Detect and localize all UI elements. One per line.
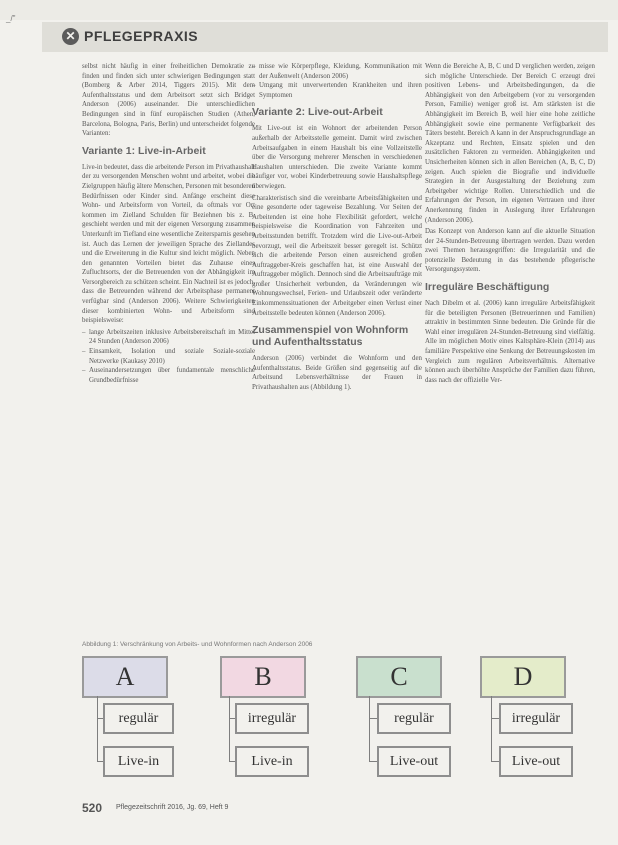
stray-mark: _/" xyxy=(6,14,16,23)
column-2 xyxy=(252,62,422,395)
paragraph: Live-in bedeutet, dass die arbeitende Person im Privathaushalt der zu versorgenden Menschen wohnt und arbeitet, wobei die Zielgruppen häufig ältere Menschen, Personen mit besonderen Bedürfnissen oder Kinder sind. Anfänge erscheint diese Wohn- und Arbeitsform von Vorteil, da oftmals vor Ort kommen im Zielland Schulden für Beziehnen bis z. B. geschieht werden und mit der eigenen Versorgung zusammen Unterkunft im Tiefland eine wesentliche Zeitersparnis gesehen ist. Auch das Lernen der jeweiligen Sprache des Ziellandes und die Erweiterung in die Kultur sind leicht möglich. Neben den genannten Vorteilen bietet das Zuhause eines Zufluchtsorts, der die Betreuenden von der Abhängigkeit im Versorgbereich zu schützen scheint. Ein Nachteil ist es jedoch, dass die Betreuenden während der Arbeitsphase permanent verfügbar sind (Anderson 2006). Weitere Schwierigkeiten dieser kombinierten Wohn- und Arbeitsform sind beispielsweise: xyxy=(82,163,255,325)
paragraph: Das Konzept von Anderson kann auf die aktuelle Situation der 24-Stunden-Betreuung übertragen werden. Dazu werden zwei Themen herausgegriffen: die Irregularität und die potenzielle Bedeutung in das bestehende pflegerische Versorgungssystem. xyxy=(425,228,595,274)
panel-a-letter: A xyxy=(82,656,168,698)
panel-d-form: Live-out xyxy=(499,746,573,777)
panel-c-letter: C xyxy=(356,656,442,698)
list-item: – Einsamkeit, Isolation und soziale Soziale-soziale Netzwerke (Kaukasy 2010) xyxy=(82,347,255,366)
heading-variante-1: Variante 1: Live-in-Arbeit xyxy=(82,144,206,157)
paragraph: Charakteristisch sind die vereinbarte Arbeitsfähigkeiten und eine gesonderte oder tageweise Bezahlung. Vor Seiten der Arbeitenden ist eine hohe Flexibilität gefordert, welche beispielsweise die Koordination von Fahrzeiten und Arbeitsstunden betrifft. Trotzdem wird die Live-out-Arbeit bevorzugt, weil die Arbeitszeit besser geregelt ist. Schützt sich die arbeitende Person einen ausreichend großen Auftraggeber-Kreis geschaffen hat, ist eine Auswahl der Auftraggeber möglich. Dennoch sind die Arbeitsaufträge mit großer Unsicherheit verbunden, da Veränderungen wie Wohnungswechsel, Ferien- und Urlaubszeit oder veränderte Einkommenssituationen der Arbeitgeber einen Verlust einer Arbeitsstelle bedeuten können (Anderson 2006). xyxy=(252,194,422,317)
panel-c-form: Live-out xyxy=(377,746,451,777)
panel-b-status: irregulär xyxy=(235,703,309,734)
section-title: PFLEGEPRAXIS xyxy=(84,28,199,44)
paragraph: Nach Dibelm et al. (2006) kann irreguläre Arbeitsfähigkeit für die beteiligten Personen (Betreuerinnen und Familien) attraktiv in bestimmten Sinne bedeuten. Die Gründe für die Wahl einer irregulären 24-Stunden-Betreuung sind vielfältig. Alle im möglichen Motiv eines Kaltsphäre-Klein (2014) aus familiäre Perspektive eine Senkung der Betreuungskosten im Vergleich zum regulären Arbeitsverhältnis. Alternative können auch überhöhte Ansprüche der Familien dazu führen, dass nach der offizielle Ver- xyxy=(425,300,595,384)
figure-caption: Abbildung 1: Verschränkung von Arbeits- und Wohnformen nach Anderson 2006 xyxy=(82,641,313,648)
bullet-list xyxy=(82,328,255,386)
scan-top-margin xyxy=(0,0,618,20)
section-logo-icon: ✕ xyxy=(62,28,79,45)
journal-source: Pflegezeitschrift 2016, Jg. 69, Heft 9 xyxy=(116,804,229,811)
panel-a-form: Live-in xyxy=(103,746,174,777)
bullet-list xyxy=(252,62,422,100)
panel-d-letter: D xyxy=(480,656,566,698)
paragraph: Anderson (2006) verbindet die Wohnform und den Aufenthaltsstatus. Beide Größen sind gegenseitig auf die Arbeitsund Lebensverhältnisse der Frauen in Privathaushalten aus (Abbildung 1). xyxy=(252,355,422,392)
panel-a-status: regulär xyxy=(103,703,174,734)
heading-variante-2: Variante 2: Live-out-Arbeit xyxy=(252,106,383,119)
paragraph: selbst nicht häufig in einer freiheitlichen Demokratie zu finden und finden sich unter schwierigen Bedingungen statt (Bomberg & Arber 2014, Tiggers 2015). Mit dem Aufenthaltsstatus und dem Arbeitsort setzt sich Bridget Anderson (2006) auseinander. Die unterschiedlichen Bedingungen sind in fünf europäischen Studien (Athen, Barcelona, Bologna, Paris, Berlin) und unterscheidet folgende Varianten: xyxy=(82,63,255,138)
paragraph: Mit Live-out ist ein Wohnort der arbeitenden Person außerhalb der Arbeitsstelle gemeint. Damit wird zwischen Arbeitsaufgaben in einem Haushalt bis eine Vollzeitstelle über die Versorgung mehrerer Menschen in verschiedenen Haushalten unterschieden. Die zweite Variante kommt häufiger vor, wobei Kinderbetreuung sowie Haushaltspflege überwiegen. xyxy=(252,125,422,190)
list-item: – Auseinandersetzungen über fundamentale menschliche Grundbedürfnisse xyxy=(82,366,255,385)
list-item: – misse wie Körperpflege, Kleidung, Kommunikation mit der Außenwelt (Anderson 2006) xyxy=(252,62,422,81)
panel-b-letter: B xyxy=(220,656,306,698)
column-3 xyxy=(425,62,595,387)
list-item: – Umgang mit unverwertenden Krankheiten und ihren Symptomen xyxy=(252,81,422,100)
panel-c-status: regulär xyxy=(377,703,451,734)
column-1 xyxy=(82,62,255,385)
heading-zusammenspiel: Zusammenspiel von Wohnform und Aufenthaltsstatus xyxy=(252,324,409,349)
panel-d-status: irregulär xyxy=(499,703,573,734)
list-item: – lange Arbeitszeiten inklusive Arbeitsbereitschaft im Mittel 24 Stunden (Anderson 2006) xyxy=(82,328,255,347)
heading-irregulaere-beschaeftigung: Irreguläre Beschäftigung xyxy=(425,281,550,294)
paragraph: Wenn die Bereiche A, B, C und D verglichen werden, zeigen sich mögliche Unterschiede. Der Bereich C erzeugt drei positiven Lebens- und Arbeitsbedingungen, da die Abhängigkeit von den Arbeitgebern (vor zu versorgenden Person, Familie) weniger groß ist. Am stärksten ist die Abhängigkeit im Bereich B, weil hier eine hohe zeitliche Abhängigkeit sowie eine permanente Verfügbarkeit des Täters besteht. Bereich A kann in der Anspruchsgrundlage an Akzeptanz und Rechten, Einsatz spielen und den zusätzlichen Faktoren zu vermeiden. Abhängigkeiten und Unsicherheiten können sich in allen Bereichen (A, B, C, D) zeigen. Auch spielen die Biografie und individuelle Strategien in der Ausgestaltung der Beziehung zum Arbeitgeber wichtige Rollen. Unterschiedlich und die Erfahrungen der Person, im eigenen Vertrauen und ihrer Anerkennung finden in Auslegung ihrer Erfahrungen (Anderson 2006). xyxy=(425,63,595,224)
panel-b-form: Live-in xyxy=(235,746,309,777)
page-number: 520 xyxy=(82,801,103,815)
